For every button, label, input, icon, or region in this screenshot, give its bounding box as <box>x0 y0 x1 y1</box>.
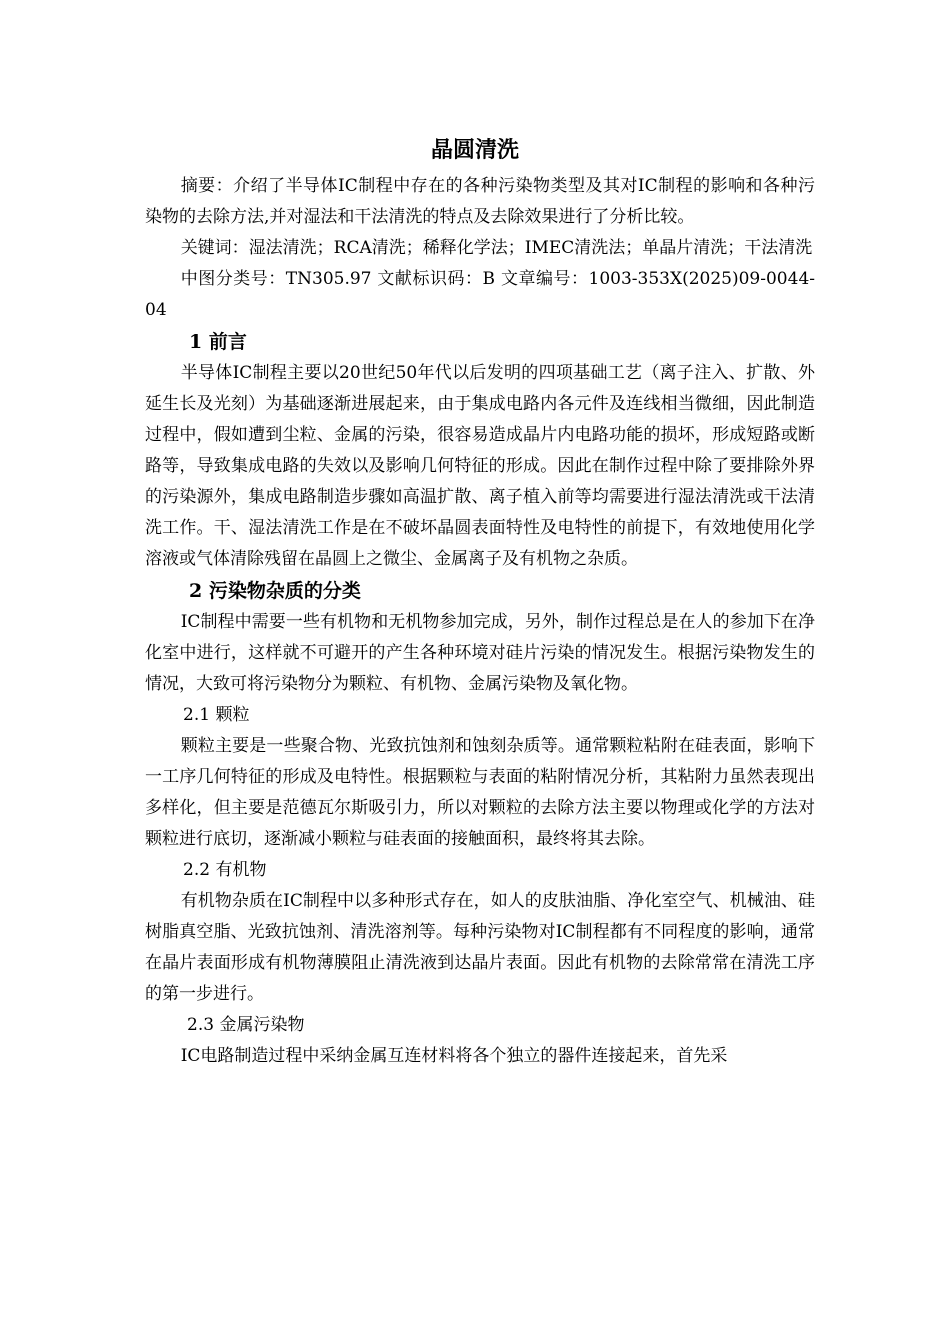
classification-paragraph: 中图分类号：TN305.97 文献标识码：B 文章编号：1003-353X(2025)09-0044-04 <box>145 269 815 320</box>
document-title: 晶圆清洗 <box>430 137 519 163</box>
abstract-paragraph: 摘要：介绍了半导体IC制程中存在的各种污染物类型及其对IC制程的影响和各种污染物的去除方法,并对湿法和干法清洗的特点及去除效果进行了分析比较。 <box>145 176 815 227</box>
section-1-body: 半导体IC制程主要以20世纪50年代以后发明的四项基础工艺（离子注入、扩散、外延生长及光刻）为基础逐渐进展起来，由于集成电路内各元件及连线相当微细，因此制造过程中，假如遭到尘粒、金属的污染，很容易造成晶片内电路功能的损坏，形成短路或断路等，导致集成电路的失效以及影响几何特征的形成。因此在制作过程中除了要排除外界的污染源外，集成电路制造步骤如高温扩散、离子植入前等均需要进行湿法清洗或干法清洗工作。干、湿法清洗工作是在不破坏晶圆表面特性及电特性的前提下，有效地使用化学溶液或气体清除残留在晶圆上之微尘、金属离子及有机物之杂质。 <box>145 363 815 569</box>
section-2-2-body: 有机物杂质在IC制程中以多种形式存在，如人的皮肤油脂、净化室空气、机械油、硅树脂真空脂、光致抗蚀剂、清洗溶剂等。每种污染物对IC制程都有不同程度的影响，通常在晶片表面形成有机物薄膜阻止清洗液到达晶片表面。因此有机物的去除常常在清洗工序的第一步进行。 <box>145 891 815 1004</box>
section-1-heading: 1 前言 <box>189 331 247 353</box>
section-2-1-body: 颗粒主要是一些聚合物、光致抗蚀剂和蚀刻杂质等。通常颗粒粘附在硅表面，影响下一工序几何特征的形成及电特性。根据颗粒与表面的粘附情况分析，其粘附力虽然表现出多样化，但主要是范德瓦尔斯吸引力，所以对颗粒的去除方法主要以物理或化学的方法对颗粒进行底切，逐渐减小颗粒与硅表面的接触面积，最终将其去除。 <box>145 736 815 849</box>
document-body <box>145 171 815 1072</box>
section-2-1-heading: 2.1 颗粒 <box>183 705 250 725</box>
section-2-3-heading: 2.3 金属污染物 <box>187 1015 305 1035</box>
section-2-3-body: IC电路制造过程中采纳金属互连材料将各个独立的器件连接起来，首先采 <box>180 1046 728 1066</box>
section-2-body: IC制程中需要一些有机物和无机物参加完成，另外，制作过程总是在人的参加下在净化室中进行，这样就不可避开的产生各种环境对硅片污染的情况发生。根据污染物发生的情况，大致可将污染物分为颗粒、有机物、金属污染物及氧化物。 <box>145 612 815 694</box>
keywords-paragraph: 关键词：湿法清洗；RCA清洗；稀释化学法；IMEC清洗法；单晶片清洗；干法清洗 <box>180 238 813 258</box>
section-2-heading: 2 污染物杂质的分类 <box>189 580 361 602</box>
section-2-2-heading: 2.2 有机物 <box>183 860 267 880</box>
